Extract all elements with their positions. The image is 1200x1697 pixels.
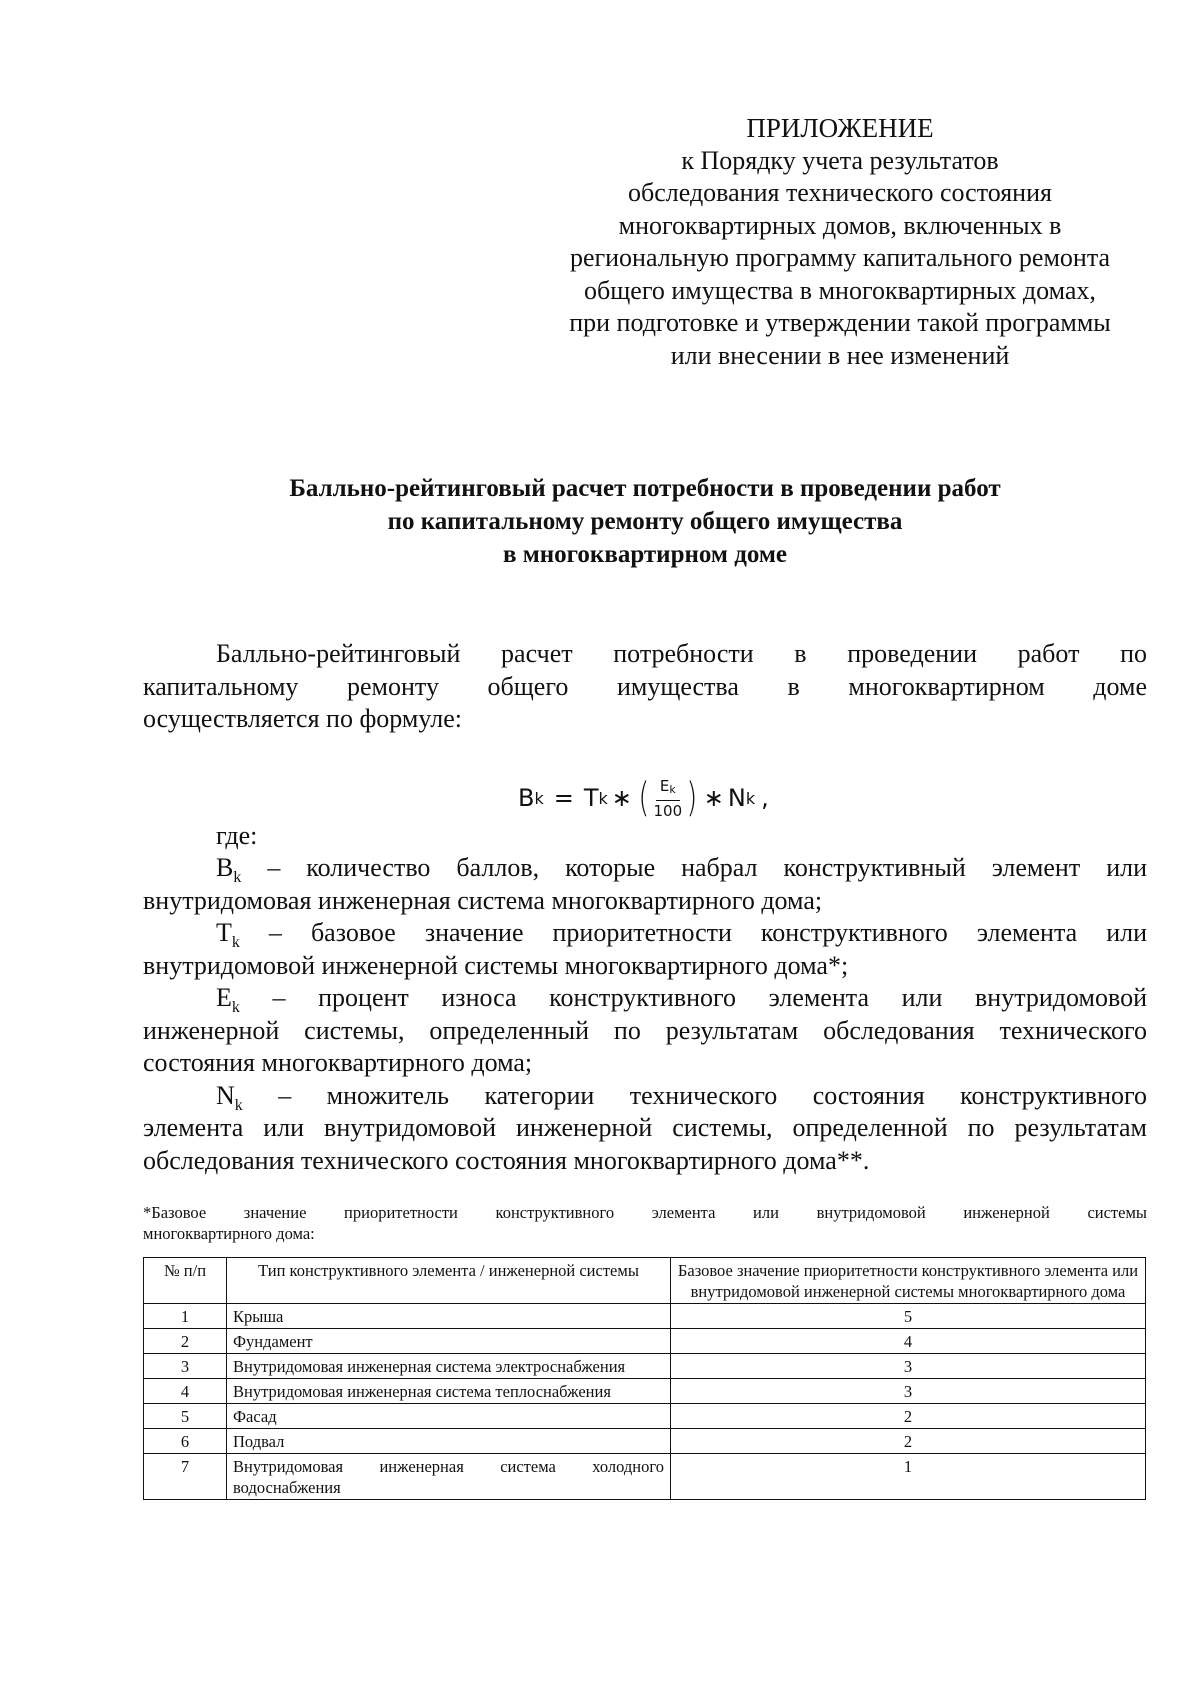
definition-t: $T_k$ – базовое значение приоритетности конструктивного элемента или [216, 918, 1148, 952]
table-row [144, 1329, 1146, 1354]
row-number: 2 [144, 1329, 227, 1354]
formula-fraction [654, 777, 683, 820]
formula-mult: ∗ [703, 784, 724, 812]
table-header-row [144, 1258, 1146, 1304]
footnote-line: многоквартирного дома: [143, 1224, 315, 1243]
definition-e: $E_k$ – процент износа конструктивного элемента или внутридомовой [216, 983, 1148, 1017]
priority-table [143, 1257, 1146, 1500]
row-number: 5 [144, 1404, 227, 1429]
table-row [144, 1454, 1146, 1500]
formula-t-sub: k [598, 788, 608, 808]
row-number: 3 [144, 1354, 227, 1379]
row-value: 5 [671, 1304, 1146, 1329]
formula-denominator: 100 [653, 801, 683, 820]
title-line: Балльно-рейтинговый расчет потребности в проведении работ [289, 475, 1001, 502]
definitions [143, 852, 1147, 1177]
document-title [140, 472, 1150, 571]
definition-line: состояния многоквартирного дома; [143, 1048, 533, 1077]
column-header-type: Тип конструктивного элемента / инженерной системы [227, 1258, 671, 1304]
footnote [143, 1202, 1147, 1244]
definition-line: элемента или внутридомовой инженерной системы, определенной по результатам [143, 1113, 1147, 1142]
row-value: 2 [671, 1404, 1146, 1429]
table-row [144, 1354, 1146, 1379]
table-row [144, 1379, 1146, 1404]
row-value: 4 [671, 1329, 1146, 1354]
definition-b: $B_k$ – количество баллов, которые набрал конструктивный элемент или [216, 853, 1147, 887]
appendix-line: общего имущества в многоквартирных домах, [584, 275, 1096, 305]
formula-e-sub: k [669, 782, 676, 796]
row-type: Внутридомовая инженерная система электроснабжения [227, 1354, 671, 1379]
formula-b-sub: k [534, 788, 544, 808]
appendix-heading: ПРИЛОЖЕНИЕ [746, 113, 934, 143]
row-type: Фасад [227, 1404, 671, 1429]
definition-line: внутридомовая инженерная система многоквартирного дома; [143, 885, 823, 915]
row-type: Фундамент [227, 1329, 671, 1354]
row-type: Внутридомовая инженерная система холодного водоснабжения [227, 1454, 671, 1500]
title-line: в многоквартирном доме [503, 541, 787, 568]
definition-n: $N_k$ – множитель категории технического состояния конструктивного [216, 1080, 1148, 1114]
where-label: где: [216, 821, 258, 850]
formula-n-sub: k [745, 788, 756, 808]
formula-e: E [659, 776, 670, 795]
formula-comma: , [761, 784, 769, 812]
formula-t: T [583, 784, 599, 812]
appendix-line: обследования технического состояния [628, 178, 1052, 207]
appendix-line: при подготовке и утверждении такой программы [569, 308, 1111, 337]
appendix-line: многоквартирных домов, включенных в [618, 210, 1062, 240]
row-value: 3 [671, 1354, 1146, 1379]
right-paren: ) [686, 775, 698, 821]
appendix-line: региональную программу капитального ремонта [569, 243, 1111, 272]
formula-n: N [727, 784, 746, 812]
left-paren: ( [638, 775, 650, 821]
row-number: 7 [144, 1454, 227, 1500]
formula-eq: = [553, 784, 574, 812]
formula-mult: ∗ [611, 784, 632, 812]
intro-line: осуществляется по формуле: [143, 704, 462, 733]
formula [518, 768, 769, 828]
table-row [144, 1429, 1146, 1454]
row-type: Подвал [227, 1429, 671, 1454]
definition-line: инженерной системы, определенный по результатам обследования технического [143, 1015, 1147, 1045]
row-value: 1 [671, 1454, 1146, 1500]
row-number: 6 [144, 1429, 227, 1454]
appendix-line: или внесении в нее изменений [670, 340, 1010, 370]
intro-line: капитальному ремонту общего имущества в многоквартирном доме [143, 671, 1147, 701]
table-row [144, 1404, 1146, 1429]
appendix-header [540, 112, 1140, 372]
table-row [144, 1304, 1146, 1329]
row-number: 1 [144, 1304, 227, 1329]
row-value: 2 [671, 1429, 1146, 1454]
row-type: Внутридомовая инженерная система теплоснабжения [227, 1379, 671, 1404]
row-number: 4 [144, 1379, 227, 1404]
formula-b: B [518, 784, 535, 812]
intro-line: Балльно-рейтинговый расчет потребности в проведении работ по [216, 639, 1147, 668]
definition-line: обследования технического состояния многоквартирного дома**. [143, 1145, 870, 1175]
appendix-line: к Порядку учета результатов [681, 145, 999, 175]
row-value: 3 [671, 1379, 1146, 1404]
column-header-value: Базовое значение приоритетности конструктивного элемента или внутридомовой инженерной системы многоквартирного дома [671, 1258, 1146, 1304]
row-type: Крыша [227, 1304, 671, 1329]
footnote-line: *Базовое значение приоритетности конструктивного элемента или внутридомовой инженерной системы [143, 1203, 1147, 1222]
column-header-number: № п/п [144, 1258, 227, 1304]
definition-line: внутридомовой инженерной системы многоквартирного дома*; [143, 950, 849, 980]
title-line: по капитальному ремонту общего имущества [387, 508, 903, 535]
intro-paragraph [143, 638, 1147, 736]
